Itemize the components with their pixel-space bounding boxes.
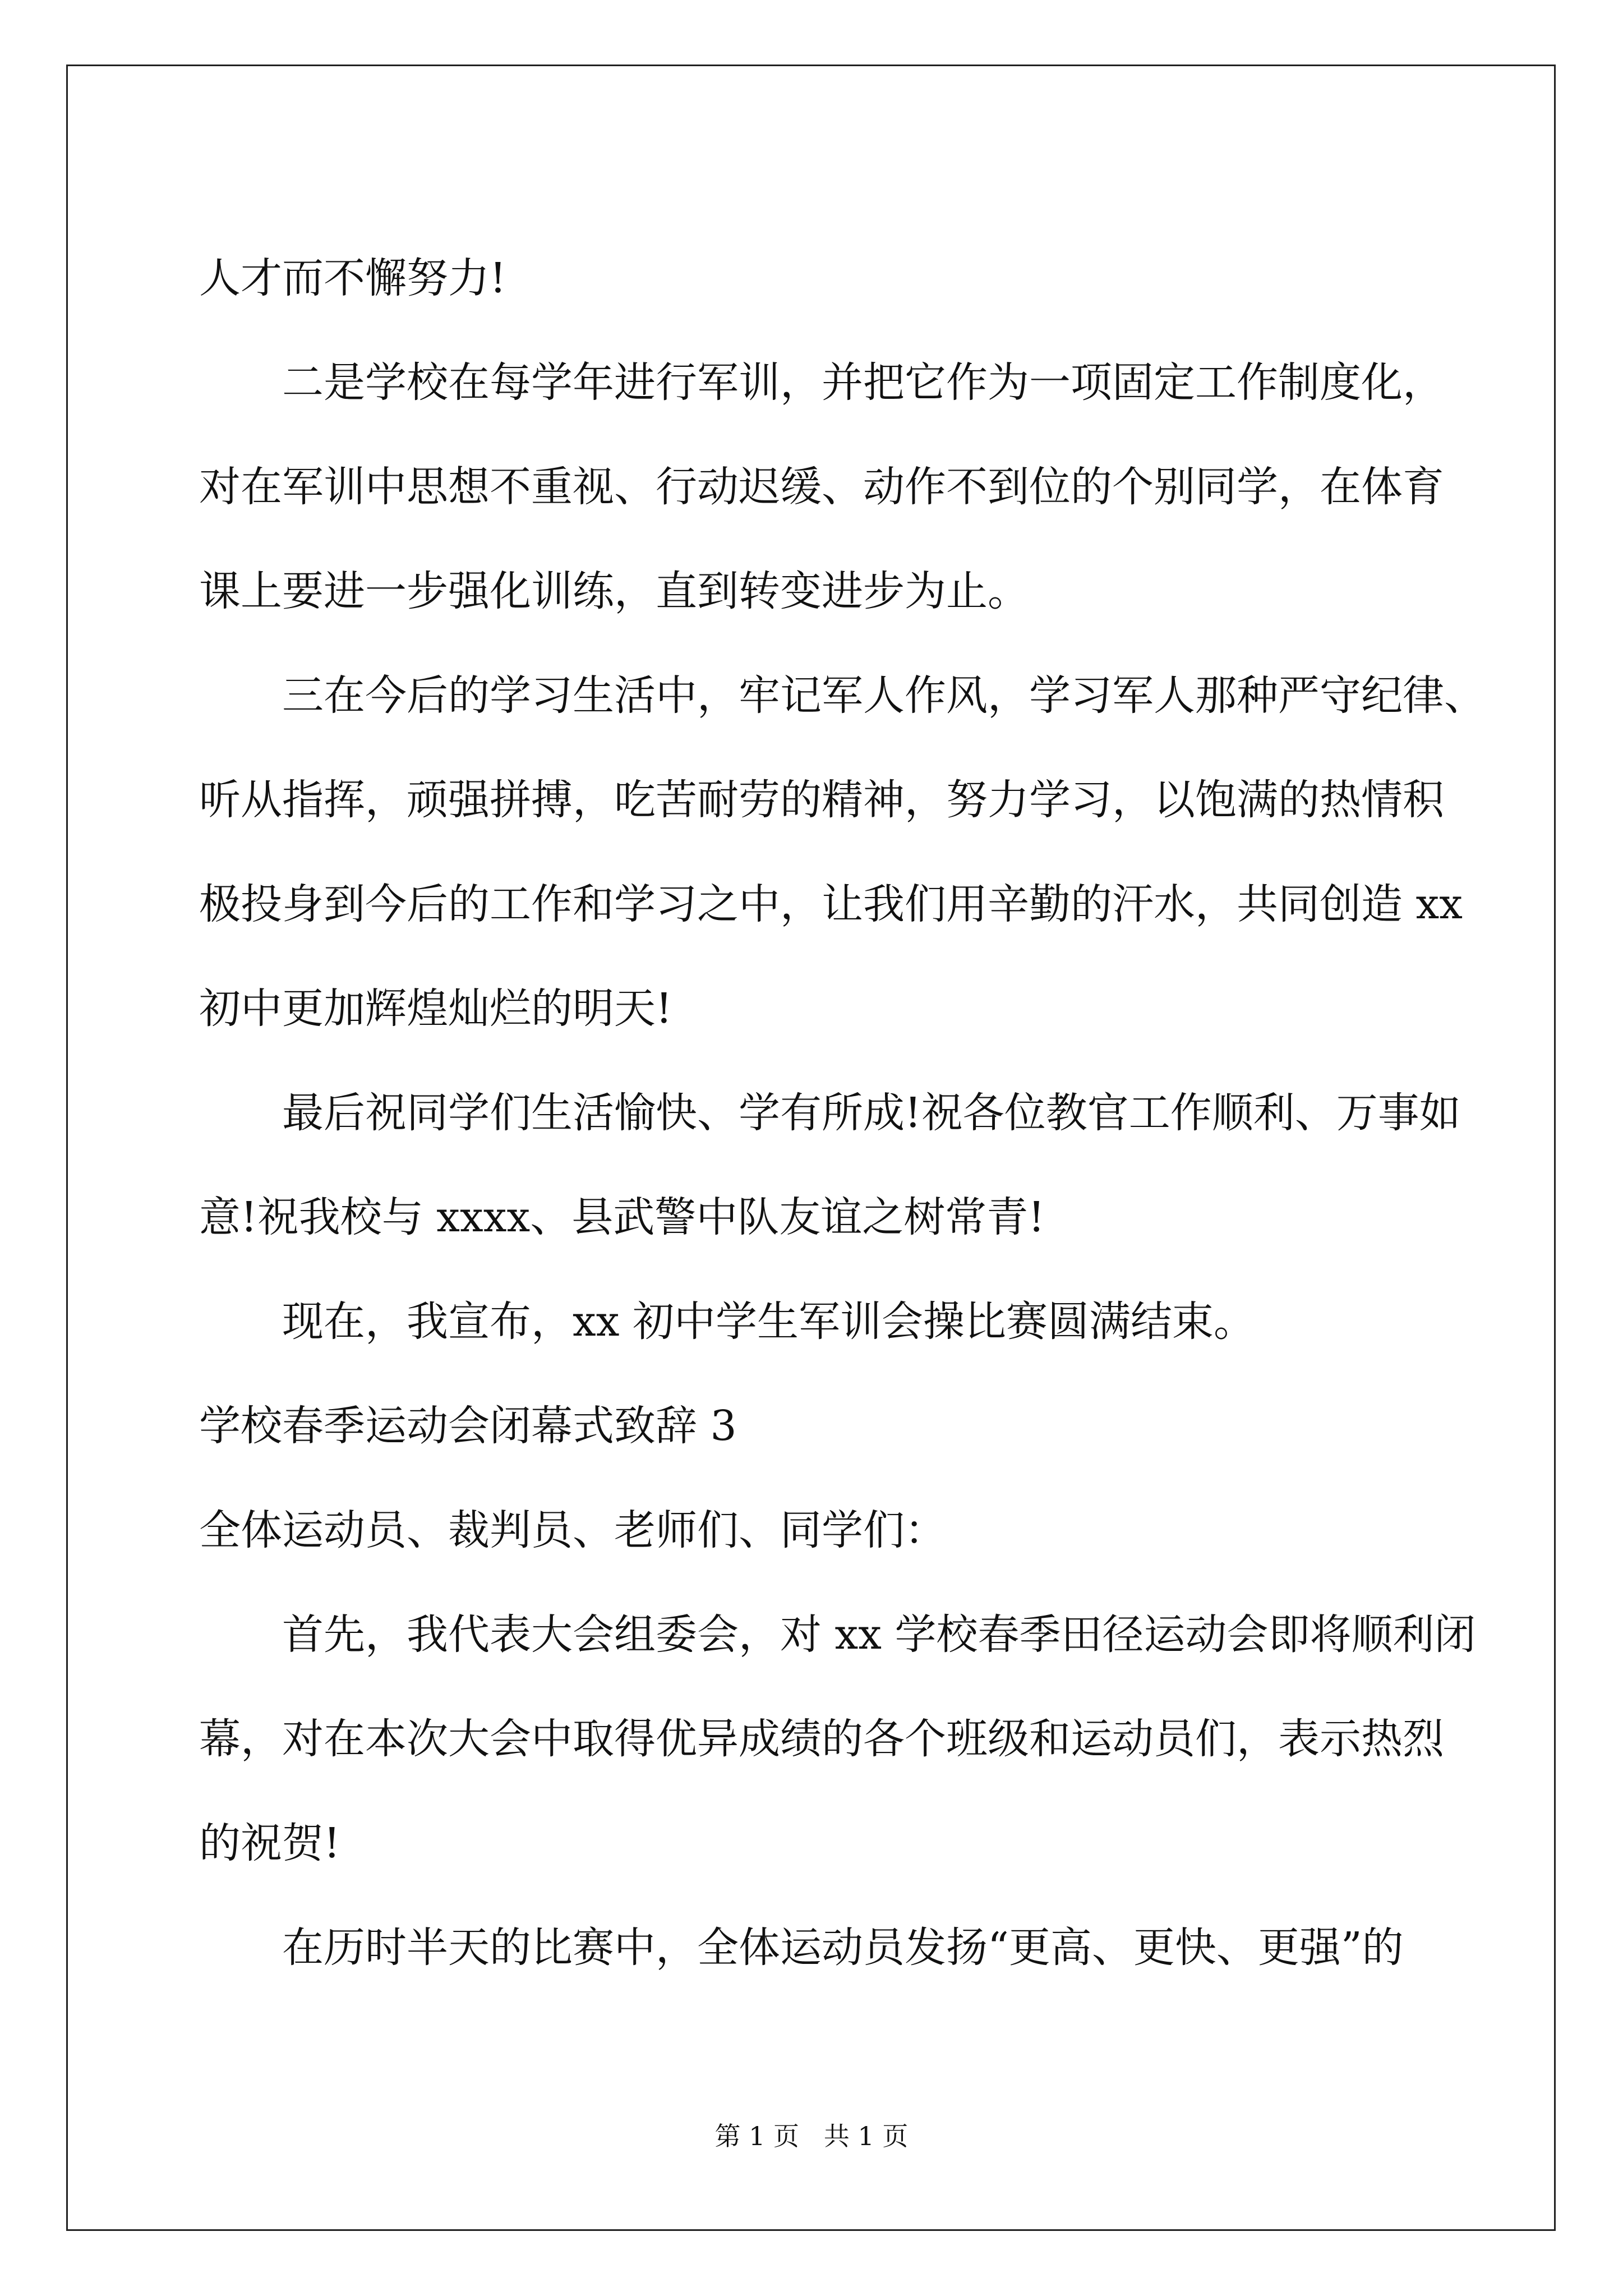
section-heading: 学校春季运动会闭幕式致辞 3 [199, 1402, 737, 1450]
text-line: 最后祝同学们生活愉快、学有所成!祝各位教官工作顺利、万事如 [282, 1089, 1461, 1137]
text-line: 对在军训中思想不重视、行动迟缓、动作不到位的个别同学，在体育 [199, 463, 1444, 511]
text-line: 课上要进一步强化训练，直到转变进步为止。 [199, 567, 1029, 615]
text-line: 人才而不懈努力! [199, 254, 506, 302]
text-line: 听从指挥，顽强拼搏，吃苦耐劳的精神，努力学习，以饱满的热情积 [199, 776, 1444, 824]
text-line: 首先，我代表大会组委会，对 xx 学校春季田径运动会即将顺利闭 [282, 1611, 1476, 1659]
salutation: 全体运动员、裁判员、老师们、同学们： [199, 1506, 946, 1554]
text-line: 的祝贺! [199, 1819, 340, 1867]
text-line: 意!祝我校与 xxxx、县武警中队友谊之树常青! [199, 1193, 1045, 1241]
text-line: 初中更加辉煌灿烂的明天! [199, 984, 672, 1033]
text-line: 二是学校在每学年进行军训，并把它作为一项固定工作制度化， [282, 358, 1444, 407]
page-footer: 第 1 页 共 1 页 [714, 2121, 909, 2151]
text-line: 在历时半天的比赛中，全体运动员发扬“更高、更快、更强”的 [282, 1924, 1404, 1972]
text-line: 三在今后的学习生活中，牢记军人作风，学习军人那种严守纪律、 [282, 671, 1486, 720]
text-line: 极投身到今后的工作和学习之中，让我们用辛勤的汗水，共同创造 xx [199, 880, 1463, 928]
text-line: 现在，我宣布，xx 初中学生军训会操比赛圆满结束。 [282, 1297, 1255, 1346]
document-body [199, 226, 1486, 2000]
text-line: 幕，对在本次大会中取得优异成绩的各个班级和运动员们，表示热烈 [199, 1715, 1444, 1763]
